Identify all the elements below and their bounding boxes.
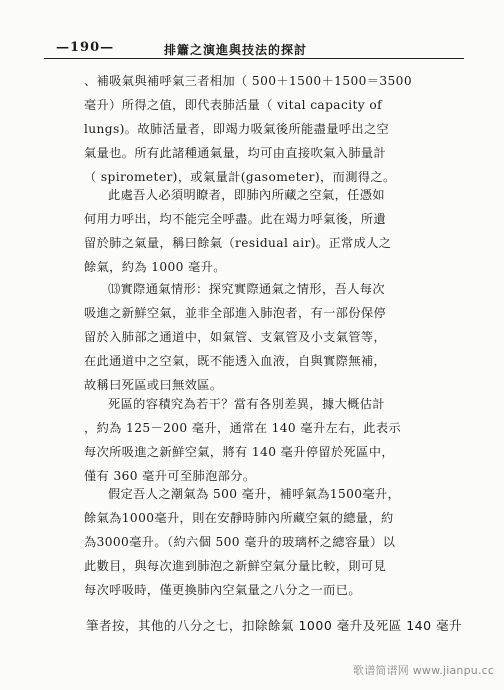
- text-line: 每次呼吸時，僅更換肺內空氣量之八分之一而已。: [84, 583, 361, 597]
- text-line: lungs)。故肺活量者，即竭力吸氣後所能盡量呼出之空: [84, 122, 390, 136]
- text-line: 在此通道中之空氣，既不能透入血液，自與實際無補，: [84, 354, 387, 368]
- text-line: 何用力呼出，均不能完全呼盡。此在竭力呼氣後，所遺: [84, 212, 387, 226]
- footer-note: 筆者按，其他的八分之七，扣除餘氣 1000 毫升及死區 140 毫升: [86, 618, 463, 633]
- text-line: 僅有 360 毫升可至肺泡部分。: [84, 469, 256, 483]
- text-line: 為3000毫升。（約六個 500 毫升的玻璃杯之總容量）以: [84, 535, 396, 549]
- text-line: 毫升）所得之值，即代表肺活量（ vital capacity of: [84, 98, 382, 112]
- header-rule: [44, 58, 464, 59]
- text-line: 、補吸氣與補呼氣三者相加（ 500＋1500＋1500＝3500: [84, 74, 412, 88]
- text-line: （ spirometer)，或氣量計(gasometer)，而測得之。: [84, 170, 396, 184]
- text-line: ，約為 125－200 毫升，通常在 140 毫升左右，此表示: [84, 421, 402, 435]
- text-line: 餘氣，約為 1000 毫升。: [84, 260, 226, 274]
- text-line: 吸進之新鮮空氣，並非全部進入肺泡者，有一部份保停: [84, 306, 387, 320]
- text-line: 此處吾人必須明瞭者，即肺內所藏之空氣，任憑如: [108, 188, 385, 202]
- page-number: —190—: [56, 40, 115, 55]
- text-line: 此數目，與每次進到肺泡之新鮮空氣分量比較，則可見: [84, 559, 387, 573]
- running-title: 排簫之演進與技法的探討: [164, 43, 308, 57]
- text-line: 留於肺之氣量，稱曰餘氣（residual air)。正常成人之: [84, 236, 392, 250]
- page-header: [44, 38, 464, 60]
- text-line: 死區的容積究為若干？當有各別差異，據大概估計: [108, 397, 385, 411]
- text-line: ⒀實際通氣情形：探究實際通氣之情形，吾人每次: [108, 282, 385, 296]
- text-line: 留於入肺部之通道中，如氣管、支氣管及小支氣管等，: [84, 330, 387, 344]
- text-line: 氣量也。所有此諸種通氣量，均可由直接吹氣入肺量計: [84, 146, 387, 160]
- text-line: 假定吾人之潮氣為 500 毫升，補呼氣為1500毫升，: [108, 487, 401, 501]
- site-watermark: 歌谱简谱网 www.jianpu.cc: [353, 664, 495, 677]
- text-line: 餘氣為1000毫升，則在安靜時肺內所藏空氣的總量，約: [84, 511, 394, 525]
- text-line: 故稱曰死區或曰無效區。: [84, 378, 223, 392]
- text-line: 每次所吸進之新鮮空氣，將有 140 毫升停留於死區中，: [84, 445, 394, 459]
